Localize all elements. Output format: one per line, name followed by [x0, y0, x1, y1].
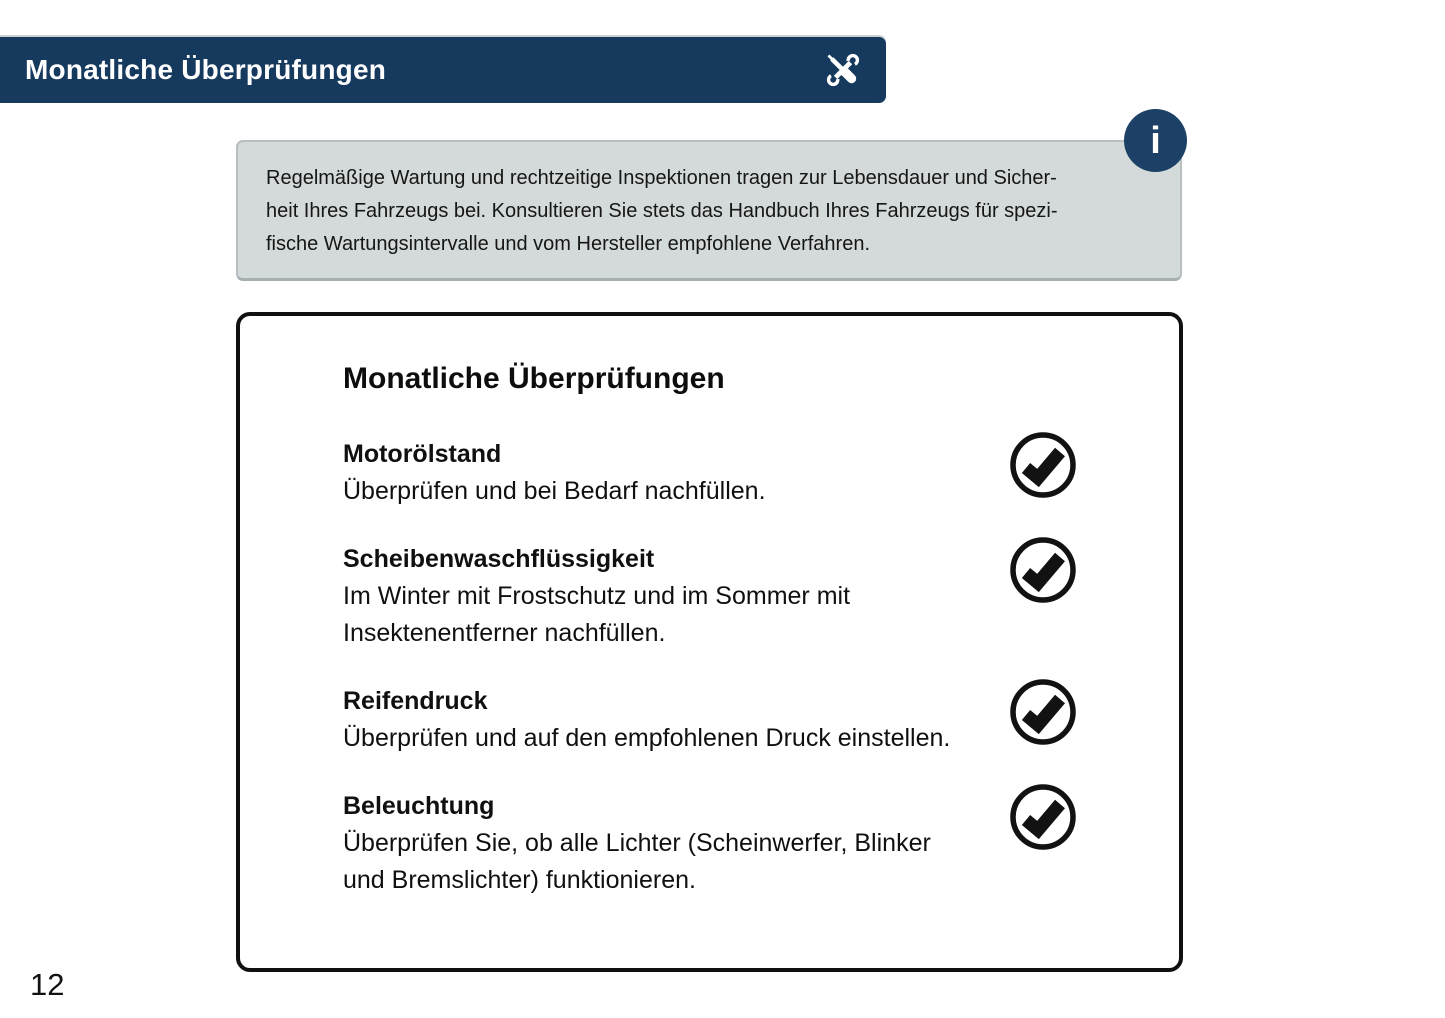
header-bar: [0, 37, 886, 103]
checklist-item-description: Überprüfen und auf den empfohlenen Druck einstellen.: [343, 724, 951, 752]
checklist-item-label: Reifendruck: [343, 687, 488, 715]
checklist-card: [236, 312, 1183, 972]
info-icon[interactable]: i: [1124, 109, 1187, 172]
checklist-item-description: Überprüfen Sie, ob alle Lichter (Scheinwerfer, Blinker und Bremslichter) funktionieren.: [343, 829, 931, 894]
checklist-item-description: Im Winter mit Frostschutz und im Sommer mit Insektenentferner nachfüllen.: [343, 582, 851, 647]
tools-icon: [820, 47, 866, 93]
info-note-line: fische Wartungsintervalle und vom Hersteller empfohlene Verfahren.: [266, 233, 871, 255]
checklist-item-label: Scheibenwaschflüssigkeit: [343, 545, 655, 573]
checklist-item-oil: [343, 436, 1078, 510]
checklist-item-description: Überprüfen und bei Bedarf nachfüllen.: [343, 477, 766, 505]
info-note: [236, 140, 1182, 281]
check-icon[interactable]: [1008, 782, 1078, 852]
check-icon[interactable]: [1008, 535, 1078, 605]
info-note-line: Regelmäßige Wartung und rechtzeitige Inspektionen tragen zur Lebensdauer und Sicher-: [266, 167, 1057, 189]
check-icon[interactable]: [1008, 430, 1078, 500]
checklist-title: Monatliche Überprüfungen: [343, 362, 725, 395]
page-number: 12: [30, 967, 65, 1002]
checklist-item-tire-pressure: [343, 683, 1078, 757]
header-title: Monatliche Überprüfungen: [25, 54, 387, 85]
checklist-item-lights: [343, 788, 1078, 899]
checklist-item-washer-fluid: [343, 541, 1078, 652]
checklist-item-label: Beleuchtung: [343, 792, 495, 820]
info-note-line: heit Ihres Fahrzeugs bei. Konsultieren Sie stets das Handbuch Ihres Fahrzeugs für spezi-: [266, 200, 1058, 222]
checklist-item-label: Motorölstand: [343, 440, 502, 468]
check-icon[interactable]: [1008, 677, 1078, 747]
